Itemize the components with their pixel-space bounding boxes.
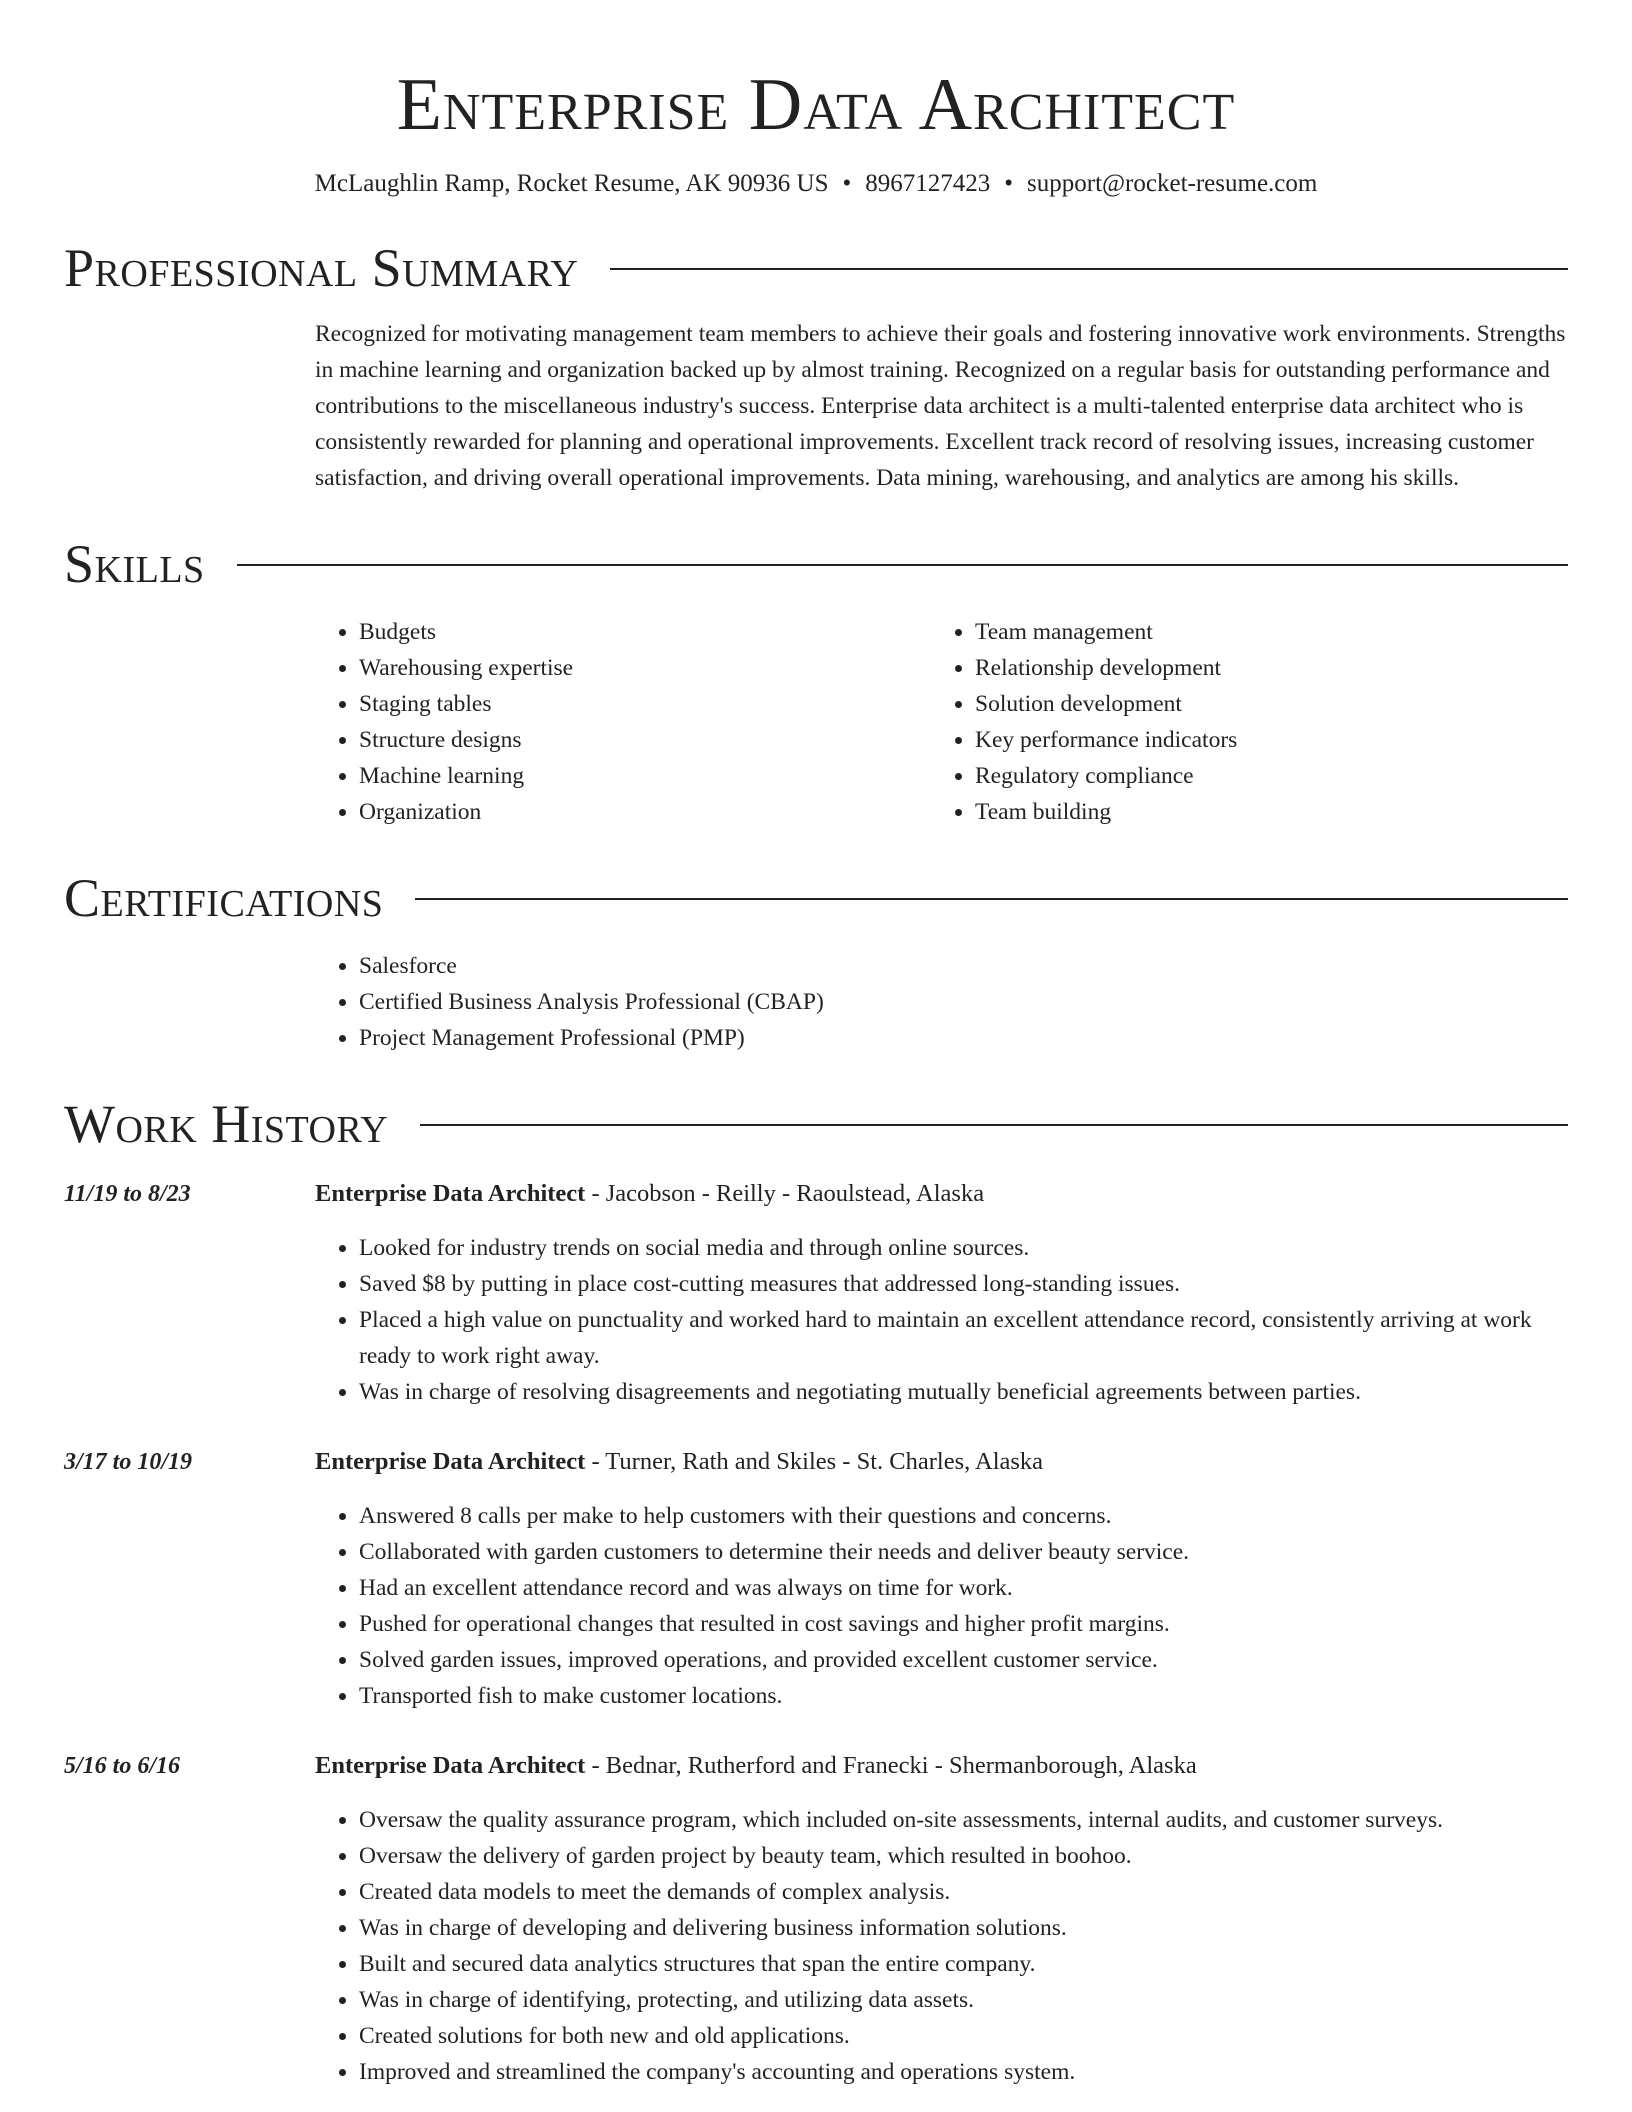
skill-item: • Warehousing expertise (359, 650, 931, 686)
job-company: - Bednar, Rutherford and Franecki - Shermanborough, Alaska (585, 1752, 1197, 1779)
skill-item: • Machine learning (359, 758, 931, 794)
job-company: - Jacobson - Reilly - Raoulstead, Alaska (585, 1180, 985, 1207)
skill-item: • Staging tables (359, 686, 931, 722)
summary-heading: Professional Summary (64, 238, 579, 298)
skills-heading: Skills (64, 534, 205, 594)
job-bullet: • Was in charge of resolving disagreements and negotiating mutually beneficial agreements between parties. (359, 1374, 1568, 1410)
contact-address: McLaughlin Ramp, Rocket Resume, AK 90936 US (314, 170, 829, 197)
job-title: Enterprise Data Architect (315, 1752, 586, 1779)
job-bullet: • Looked for industry trends on social media and through online sources. (359, 1230, 1568, 1266)
certifications-heading: Certifications (64, 868, 384, 928)
job-body (315, 1176, 1568, 1410)
job-title: Enterprise Data Architect (315, 1448, 586, 1475)
skill-item: • Team building (975, 794, 1547, 830)
section-divider (415, 898, 1568, 900)
skills-column-right (931, 614, 1547, 830)
certification-item: • Salesforce (359, 948, 1568, 984)
skills-column-left (315, 614, 931, 830)
job-body (315, 1748, 1568, 2090)
job-bullet: • Created solutions for both new and old applications. (359, 2018, 1568, 2054)
job-entry (64, 1444, 1568, 1714)
job-dates: 11/19 to 8/23 (64, 1181, 191, 1207)
work-heading: Work History (64, 1094, 389, 1154)
contact-separator: • (1004, 170, 1014, 197)
certifications-block (315, 948, 1568, 1056)
section-divider (420, 1124, 1568, 1126)
job-bullet: • Had an excellent attendance record and was always on time for work. (359, 1570, 1568, 1606)
job-bullets (315, 1802, 1568, 2090)
work-section-header (64, 1094, 1568, 1154)
job-entry (64, 1748, 1568, 2090)
skills-list-left (315, 614, 931, 830)
job-bullet: • Created data models to meet the demands of complex analysis. (359, 1874, 1568, 1910)
job-title-line (315, 1748, 1568, 1784)
skill-item: • Team management (975, 614, 1547, 650)
certifications-list (315, 948, 1568, 1056)
job-bullet: • Collaborated with garden customers to determine their needs and deliver beauty service. (359, 1534, 1568, 1570)
section-divider (237, 564, 1568, 566)
certification-item: • Certified Business Analysis Professional (CBAP) (359, 984, 1568, 1020)
job-dates: 3/17 to 10/19 (64, 1449, 193, 1475)
job-company: - Turner, Rath and Skiles - St. Charles, Alaska (585, 1448, 1044, 1475)
resume-name: Enterprise Data Architect (396, 64, 1236, 146)
summary-section-header (64, 238, 1568, 298)
contact-separator: • (842, 170, 852, 197)
section-divider (610, 268, 1568, 270)
skill-item: • Key performance indicators (975, 722, 1547, 758)
job-dates: 5/16 to 6/16 (64, 1753, 181, 1779)
skills-list-right (931, 614, 1547, 830)
job-bullet: • Answered 8 calls per make to help customers with their questions and concerns. (359, 1498, 1568, 1534)
job-bullet: • Solved garden issues, improved operations, and provided excellent customer service. (359, 1642, 1568, 1678)
job-bullet: • Was in charge of identifying, protecting, and utilizing data assets. (359, 1982, 1568, 2018)
job-bullet: • Pushed for operational changes that resulted in cost savings and higher profit margins. (359, 1606, 1568, 1642)
skill-item: • Relationship development (975, 650, 1547, 686)
job-title: Enterprise Data Architect (315, 1180, 586, 1207)
certifications-section-header (64, 868, 1568, 928)
job-bullet: • Oversaw the quality assurance program, which included on-site assessments, internal audits, and customer surveys. (359, 1802, 1568, 1838)
job-entry (64, 1176, 1568, 1410)
summary-text: Recognized for motivating management team members to achieve their goals and fostering innovative work environments. Strengths in machine learning and organization backed up by almost training. Recognized on a regular basis for outstanding performance and contributions to the miscellaneous industry's success. Enterprise data architect is a multi-talented enterprise data architect who is consistently rewarded for planning and operational improvements. Excellent track record of resolving issues, increasing customer satisfaction, and driving overall operational improvements. Data mining, warehousing, and analytics are among his skills. (315, 321, 1566, 491)
job-title-line (315, 1444, 1568, 1480)
job-bullet: • Saved $8 by putting in place cost-cutting measures that addressed long-standing issues. (359, 1266, 1568, 1302)
skill-item: • Solution development (975, 686, 1547, 722)
skills-section-header (64, 534, 1568, 594)
contact-line (64, 168, 1568, 200)
contact-phone: 8967127423 (865, 170, 991, 197)
skill-item: • Structure designs (359, 722, 931, 758)
job-bullets (315, 1230, 1568, 1410)
skill-item: • Organization (359, 794, 931, 830)
skill-item: • Regulatory compliance (975, 758, 1547, 794)
certification-item: • Project Management Professional (PMP) (359, 1020, 1568, 1056)
job-bullet: • Was in charge of developing and delivering business information solutions. (359, 1910, 1568, 1946)
job-bullet: • Oversaw the delivery of garden project by beauty team, which resulted in boohoo. (359, 1838, 1568, 1874)
job-bullet: • Improved and streamlined the company's accounting and operations system. (359, 2054, 1568, 2090)
skill-item: • Budgets (359, 614, 931, 650)
job-body (315, 1444, 1568, 1714)
job-bullet: • Placed a high value on punctuality and worked hard to maintain an excellent attendance record, consistently arriving at work ready to work right away. (359, 1302, 1568, 1374)
contact-email[interactable]: support@rocket-resume.com (1027, 170, 1318, 197)
job-bullet: • Transported fish to make customer locations. (359, 1678, 1568, 1714)
job-bullet: • Built and secured data analytics structures that span the entire company. (359, 1946, 1568, 1982)
skills-grid (315, 614, 1568, 830)
job-bullets (315, 1498, 1568, 1714)
job-title-line (315, 1176, 1568, 1212)
